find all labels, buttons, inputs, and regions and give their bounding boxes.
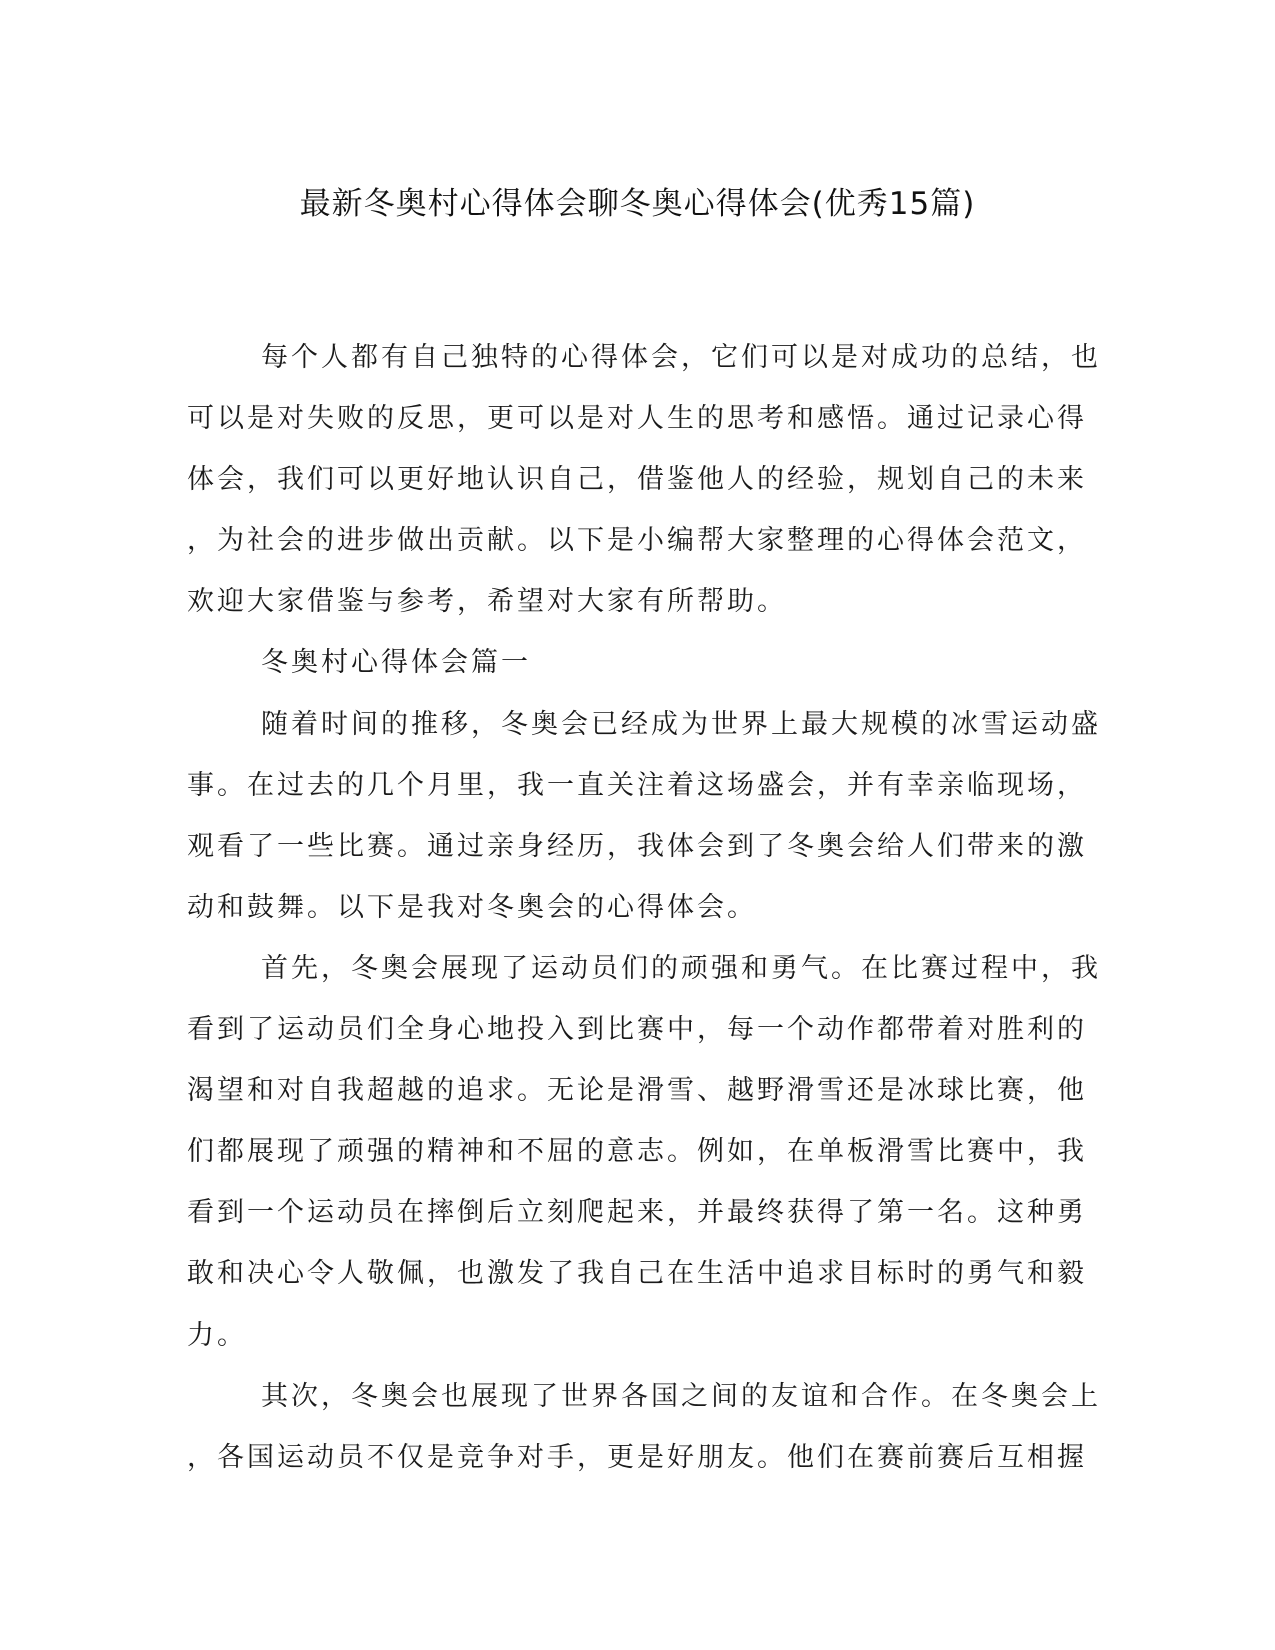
text-line: 首先，冬奥会展现了运动员们的顽强和勇气。在比赛过程中，我 <box>261 952 1101 984</box>
text-line: 动和鼓舞。以下是我对冬奥会的心得体会。 <box>187 891 757 923</box>
document-title: 最新冬奥村心得体会聊冬奥心得体会(优秀15篇) <box>299 186 976 222</box>
text-line: 渴望和对自我超越的追求。无论是滑雪、越野滑雪还是冰球比赛，他 <box>187 1075 1087 1107</box>
text-line: 事。在过去的几个月里，我一直关注着这场盛会，并有幸亲临现场， <box>187 769 1087 801</box>
text-line: 敢和决心令人敬佩，也激发了我自己在生活中追求目标时的勇气和毅 <box>187 1258 1087 1290</box>
text-line: 欢迎大家借鉴与参考，希望对大家有所帮助。 <box>187 586 787 618</box>
text-line: 观看了一些比赛。通过亲身经历，我体会到了冬奥会给人们带来的激 <box>187 830 1087 862</box>
text-line: 随着时间的推移，冬奥会已经成为世界上最大规模的冰雪运动盛 <box>261 708 1101 740</box>
text-line: 们都展现了顽强的精神和不屈的意志。例如，在单板滑雪比赛中，我 <box>187 1136 1087 1168</box>
text-line: 看到了运动员们全身心地投入到比赛中，每一个动作都带着对胜利的 <box>187 1014 1087 1046</box>
text-line: 每个人都有自己独特的心得体会，它们可以是对成功的总结，也 <box>261 342 1101 373</box>
document-body <box>187 327 1101 1488</box>
text-line: ，各国运动员不仅是竞争对手，更是好朋友。他们在赛前赛后互相握 <box>187 1441 1087 1473</box>
text-line: 其次，冬奥会也展现了世界各国之间的友谊和合作。在冬奥会上 <box>261 1380 1101 1412</box>
text-line: 看到一个运动员在摔倒后立刻爬起来，并最终获得了第一名。这种勇 <box>187 1197 1087 1229</box>
text-line: 可以是对失败的反思，更可以是对人生的思考和感悟。通过记录心得 <box>187 403 1087 435</box>
text-line: ，为社会的进步做出贡献。以下是小编帮大家整理的心得体会范文， <box>187 525 1087 557</box>
text-line: 体会，我们可以更好地认识自己，借鉴他人的经验，规划自己的未来 <box>187 464 1087 496</box>
text-line: 冬奥村心得体会篇一 <box>261 647 531 679</box>
text-line: 力。 <box>187 1319 247 1351</box>
